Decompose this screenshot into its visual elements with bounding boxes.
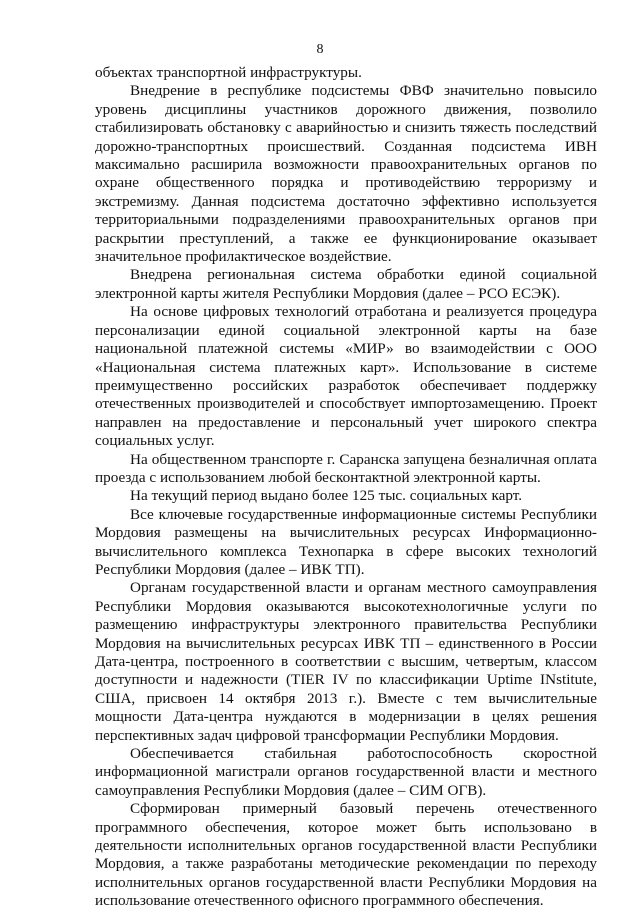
paragraph-transport-payment: На общественном транспорте г. Саранска запущена безналичная оплата проезда с использованием любой бесконтактной электронной карты.: [95, 450, 597, 486]
paragraph-data-center: Органам государственной власти и органам местного самоуправления Республики Мордовия оказываются высокотехнологичные услуги по размещению инфраструктуры электронного правительства Республики Мордовия на вычислительных ресурсах ИВК ТП – единственного в России Дата-центра, построенного в соответствии с высшим, четвертым, классом доступности и надежности (TIER IV по классификации Uptime INstitute, США, присвоен 14 октября 2013 г.). Вместе с тем вычислительные мощности Дата-центра нуждаются в модернизации в целях решения перспективных задач цифровой трансформации Республики Мордовия.: [95, 579, 597, 744]
paragraph-personalization: На основе цифровых технологий отработана и реализуется процедура персонализации единой социальной электронной карты на базе национальной платежной системы «МИР» во взаимодействии с ООО «Национальная система платежных карт». Использование в системе преимущественно российских разработок обеспечивает поддержку отечественных производителей и способствует импортозамещению. Проект направлен на предоставление и персональный учет широкого спектра социальных услуг.: [95, 303, 597, 450]
paragraph-rso-esek: Внедрена региональная система обработки единой социальной электронной карты жителя Республики Мордовия (далее – РСО ЕСЭК).: [95, 266, 597, 302]
document-body: [95, 64, 597, 911]
paragraph-software-list: Сформирован примерный базовый перечень отечественного программного обеспечения, которое может быть использовано в деятельности исполнительных органов государственной власти Республики Мордовия, а также разработаны методические рекомендации по переходу исполнительных органов государственной власти Республики Мордовия на использование отечественного офисного программного обеспечения.: [95, 800, 597, 910]
paragraph-fvf-ivn: Внедрение в республике подсистемы ФВФ значительно повысило уровень дисциплины участников дорожного движения, позволило стабилизировать обстановку с аварийностью и снизить тяжесть последствий дорожно-транспортных происшествий. Созданная подсистема ИВН максимально расширила возможности правоохранительных органов по охране общественного порядка и противодействию терроризму и экстремизму. Данная подсистема достаточно эффективно используется территориальными подразделениями правоохранительных органов при раскрытии преступлений, а также ее функционирование оказывает значительное профилактическое воздействие.: [95, 82, 597, 266]
paragraph-cards-issued: На текущий период выдано более 125 тыс. социальных карт.: [130, 487, 523, 505]
page-number: 8: [316, 42, 324, 57]
paragraph-ivk-tp: Все ключевые государственные информационные системы Республики Мордовия размещены на вычислительных ресурсах Информационно-вычислительного комплекса Технопарка в сфере высоких технологий Республики Мордовия (далее – ИВК ТП).: [95, 505, 597, 578]
paragraph-sim-ogv: Обеспечивается стабильная работоспособность скоростной информационной магистрали органов государственной власти и местного самоуправления Республики Мордовия (далее – СИМ ОГВ).: [95, 745, 597, 799]
paragraph-continuation: объектах транспортной инфраструктуры.: [95, 64, 362, 81]
